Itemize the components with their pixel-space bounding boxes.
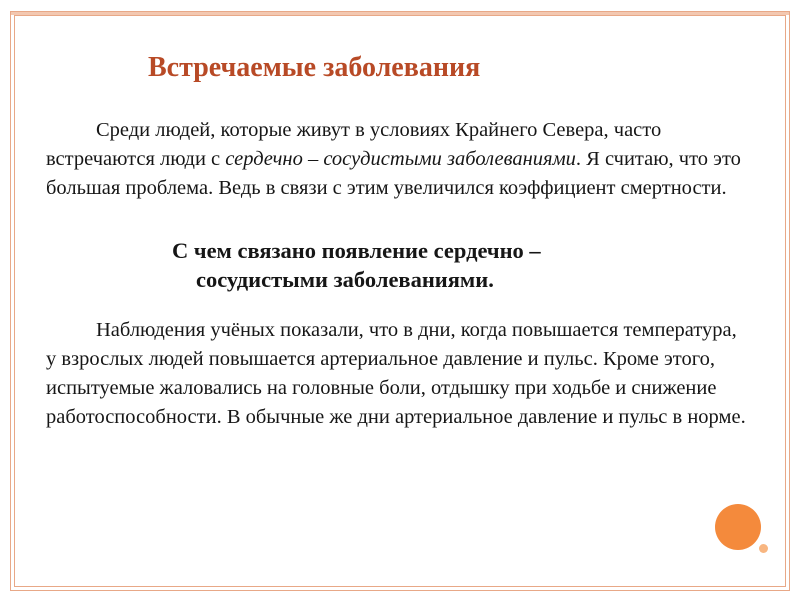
subheading-line-2: сосудистыми заболеваниями. [196, 267, 494, 292]
observation-text: Наблюдения учёных показали, что в дни, когда повышается температура, у взрослых людей повышается артериальное давление и пульс. Кроме этого, испытуемые жаловались на головные боли, отдышку при ходьбе и снижение работоспособности. В обычные же дни артериальное давление и пульс в норме. [46, 319, 746, 428]
intro-text-end: . Я считаю, что это большая проблема. Ведь в связи с этим увеличился коэффициент смертности. [46, 148, 741, 199]
subheading-line-1: С чем связано появление сердечно – [172, 238, 541, 263]
intro-paragraph [46, 116, 746, 203]
decorative-orange-circle [715, 504, 761, 550]
observation-paragraph [46, 316, 746, 432]
decorative-small-circle [759, 544, 768, 553]
slide-title: Встречаемые заболевания [148, 52, 481, 83]
intro-emphasis: сердечно – сосудистыми заболеваниями [225, 148, 576, 170]
slide-frame-inner [14, 15, 786, 587]
section-subheading [46, 236, 746, 294]
intro-text-start: Среди людей, которые живут в условиях Крайнего Севера, часто встречаются люди с [46, 119, 662, 170]
